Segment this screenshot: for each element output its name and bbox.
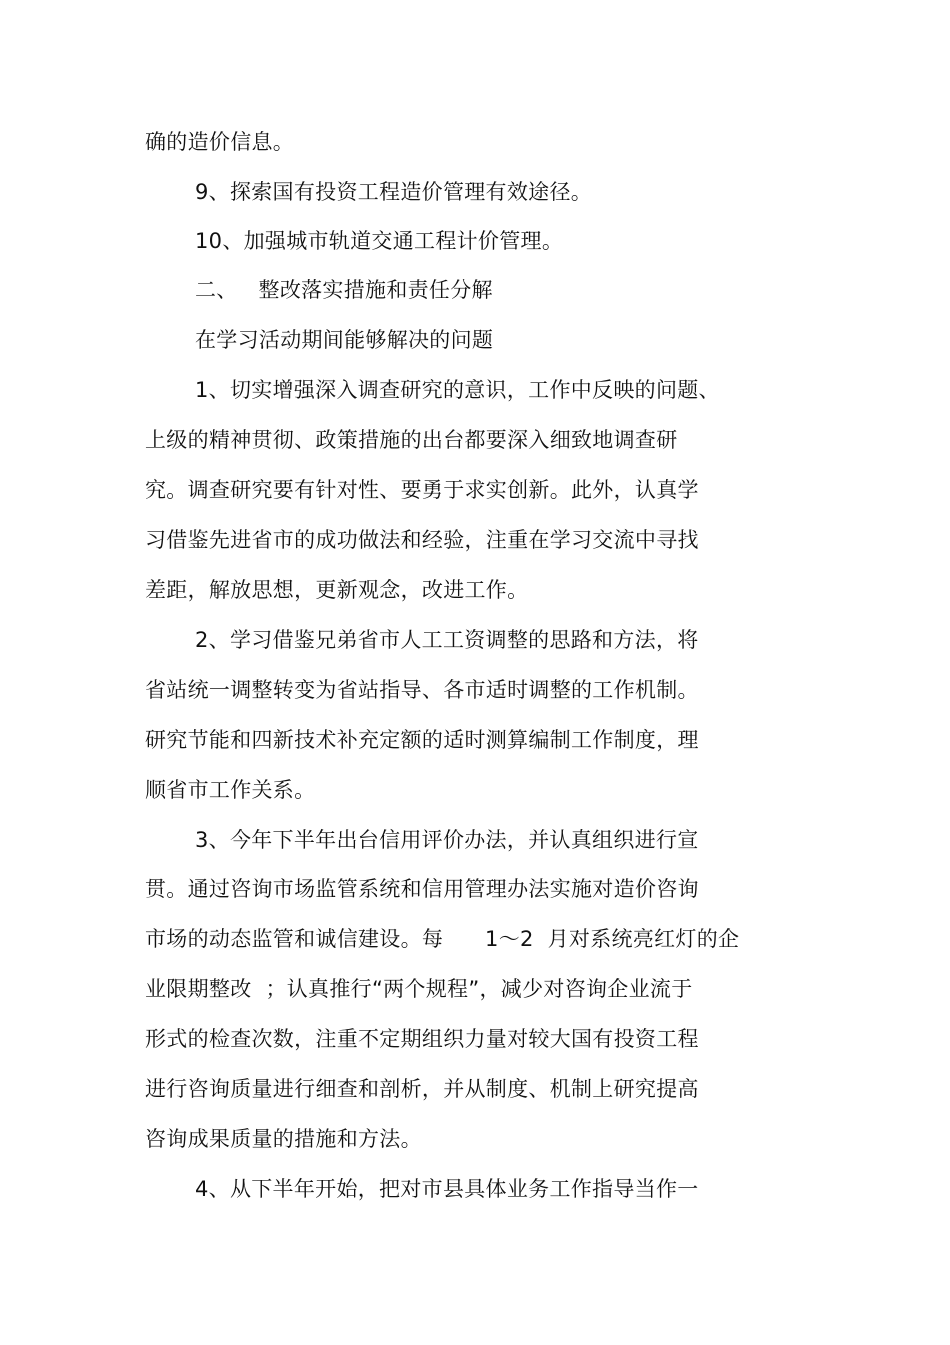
paragraph-3-line: 市场的动态监管和诚信建设。每 1～2 月对系统亮红灯的企 [145,927,740,951]
section-heading: 二、 整改落实措施和责任分解 [195,278,493,302]
paragraph-1-line: 究。调查研究要有针对性、要勇于求实创新。此外，认真学 [145,478,699,502]
paragraph-2-line: 省站统一调整转变为省站指导、各市适时调整的工作机制。 [145,678,699,702]
paragraph-3-line: 形式的检查次数，注重不定期组织力量对较大国有投资工程 [145,1027,699,1051]
paragraph-2-line: 研究节能和四新技术补充定额的适时测算编制工作制度，理 [145,728,699,752]
paragraph-3-line: 贯。通过咨询市场监管系统和信用管理办法实施对造价咨询 [145,877,699,901]
subsection-heading: 在学习活动期间能够解决的问题 [195,328,494,352]
paragraph-1-line: 习借鉴先进省市的成功做法和经验，注重在学习交流中寻找 [145,528,699,552]
text-line: 确的造价信息。 [145,130,295,154]
paragraph-2-line: 顺省市工作关系。 [145,778,316,802]
paragraph-1-line: 上级的精神贯彻、政策措施的出台都要深入细致地调查研 [145,428,678,452]
paragraph-1-line: 1、切实增强深入调查研究的意识，工作中反映的问题、 [195,378,720,402]
paragraph-1-line: 差距，解放思想，更新观念，改进工作。 [145,578,529,602]
list-item-10: 10、加强城市轨道交通工程计价管理。 [195,229,564,253]
list-item-9: 9、探索国有投资工程造价管理有效途径。 [195,180,593,204]
paragraph-3-line: 业限期整改 ；认真推行“两个规程”，减少对咨询企业流于 [145,977,693,1001]
paragraph-3-line: 3、今年下半年出台信用评价办法，并认真组织进行宣 [195,828,699,852]
paragraph-3-line: 进行咨询质量进行细查和剖析，并从制度、机制上研究提高 [145,1077,699,1101]
paragraph-2-line: 2、学习借鉴兄弟省市人工工资调整的思路和方法，将 [195,628,699,652]
paragraph-3-line: 咨询成果质量的措施和方法。 [145,1127,422,1151]
paragraph-4-line: 4、从下半年开始，把对市县具体业务工作指导当作一 [195,1177,699,1201]
